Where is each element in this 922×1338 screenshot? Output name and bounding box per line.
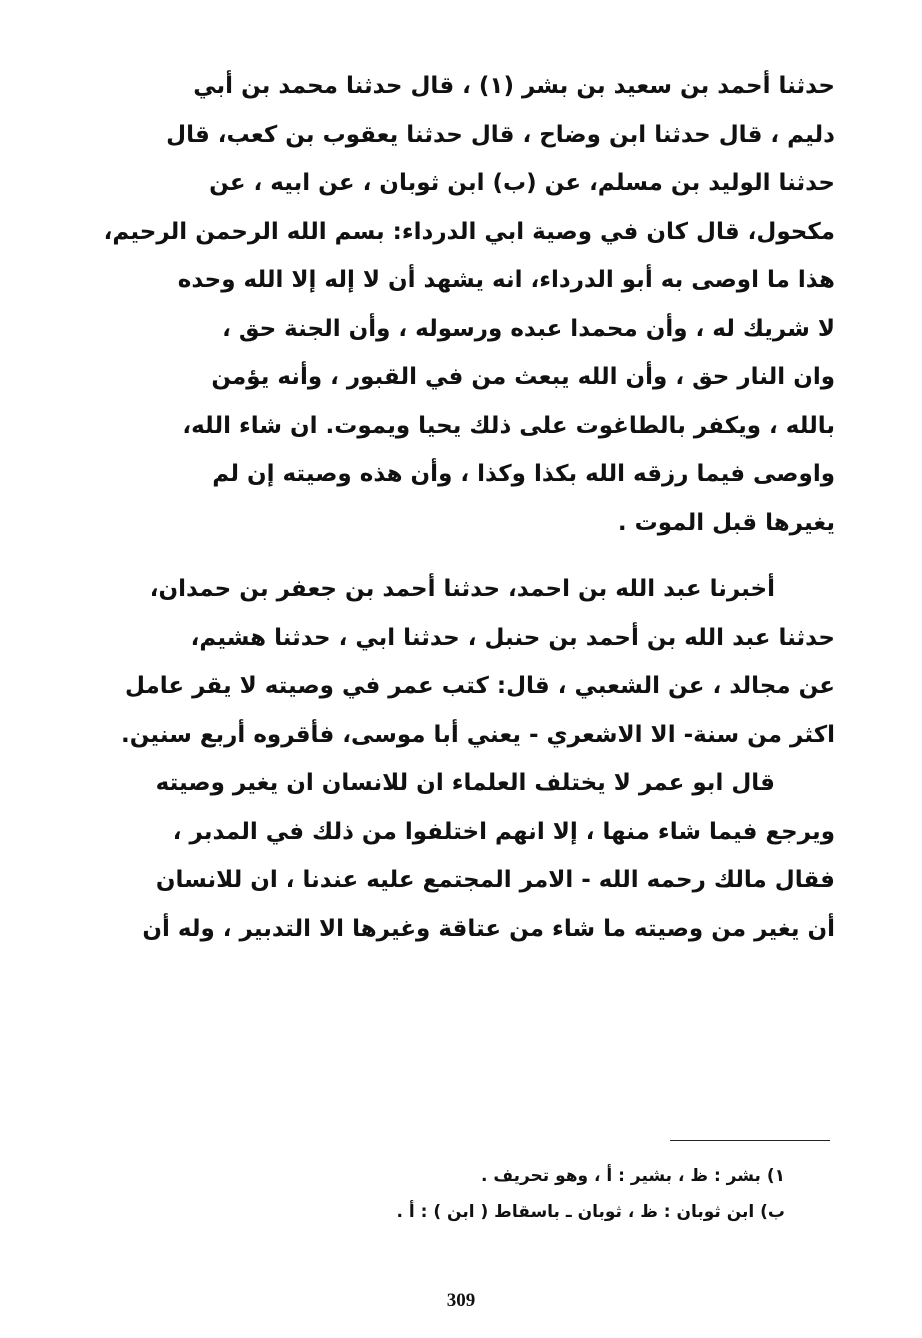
text-line: وان النار حق ، وأن الله يبعث من في القبور ، وأنه يؤمن <box>211 364 835 390</box>
text-line: مكحول، قال كان في وصية ابي الدرداء: بسم الله الرحمن الرحيم، <box>103 218 835 245</box>
footnotes <box>300 1158 785 1230</box>
text-line: فقال مالك رحمه الله - الامر المجتمع عليه عندنا ، ان للانسان <box>155 867 835 893</box>
page-number: 309 <box>446 1290 476 1311</box>
text-line: عن مجالد ، عن الشعبي ، قال: كتب عمر في وصيته لا يقر عامل <box>124 673 835 699</box>
text-line: لا شريك له ، وأن محمدا عبده ورسوله ، وأن الجنة حق ، <box>222 315 835 342</box>
text-line: هذا ما اوصى به أبو الدرداء، انه يشهد أن لا إله إلا الله وحده <box>177 267 835 293</box>
paragraph-3 <box>142 759 835 953</box>
text-line: يغيرها قبل الموت . <box>617 509 835 536</box>
text-line: قال ابو عمر لا يختلف العلماء ان للانسان ان يغير وصيته <box>155 770 775 796</box>
text-line: واوصى فيما رزقه الله بكذا وكذا ، وأن هذه وصيته إن لم <box>212 461 835 487</box>
text-line: حدثنا عبد الله بن أحمد بن حنبل ، حدثنا ابي ، حدثنا هشيم، <box>190 624 835 651</box>
footnote-b: ب) ابن ثوبان : ظ ، ثوبان ـ باسقاط ( ابن ) : أ . <box>396 1202 785 1222</box>
text-line: ويرجع فيما شاء منها ، إلا انهم اختلفوا من ذلك في المدبر ، <box>172 818 835 845</box>
text-line: دليم ، قال حدثنا ابن وضاح ، قال حدثنا يعقوب بن كعب، قال <box>166 121 835 148</box>
paragraph-2 <box>121 565 835 759</box>
text-line: حدثنا أحمد بن سعيد بن بشر (١) ، قال حدثنا محمد بن أبي <box>193 73 835 99</box>
paragraph-1 <box>103 62 835 547</box>
text-line: أن يغير من وصيته ما شاء من عتاقة وغيرها الا التدبير ، وله أن <box>142 915 835 942</box>
text-line: اكثر من سنة- الا الاشعري - يعني أبا موسى، فأقروه أربع سنين. <box>121 721 835 748</box>
paragraph-gap <box>190 547 835 565</box>
main-text <box>103 62 835 953</box>
text-line: أخبرنا عبد الله بن احمد، حدثنا أحمد بن جعفر بن حمدان، <box>149 576 775 602</box>
footnote-divider <box>670 1140 830 1141</box>
text-line: بالله ، ويكفر بالطاغوت على ذلك يحيا ويموت. ان شاء الله، <box>182 412 835 439</box>
footnote-a: ١) بشر : ظ ، بشير : أ ، وهو تحريف . <box>480 1166 785 1186</box>
text-line: حدثنا الوليد بن مسلم، عن (ب) ابن ثوبان ، عن ابيه ، عن <box>209 170 835 196</box>
